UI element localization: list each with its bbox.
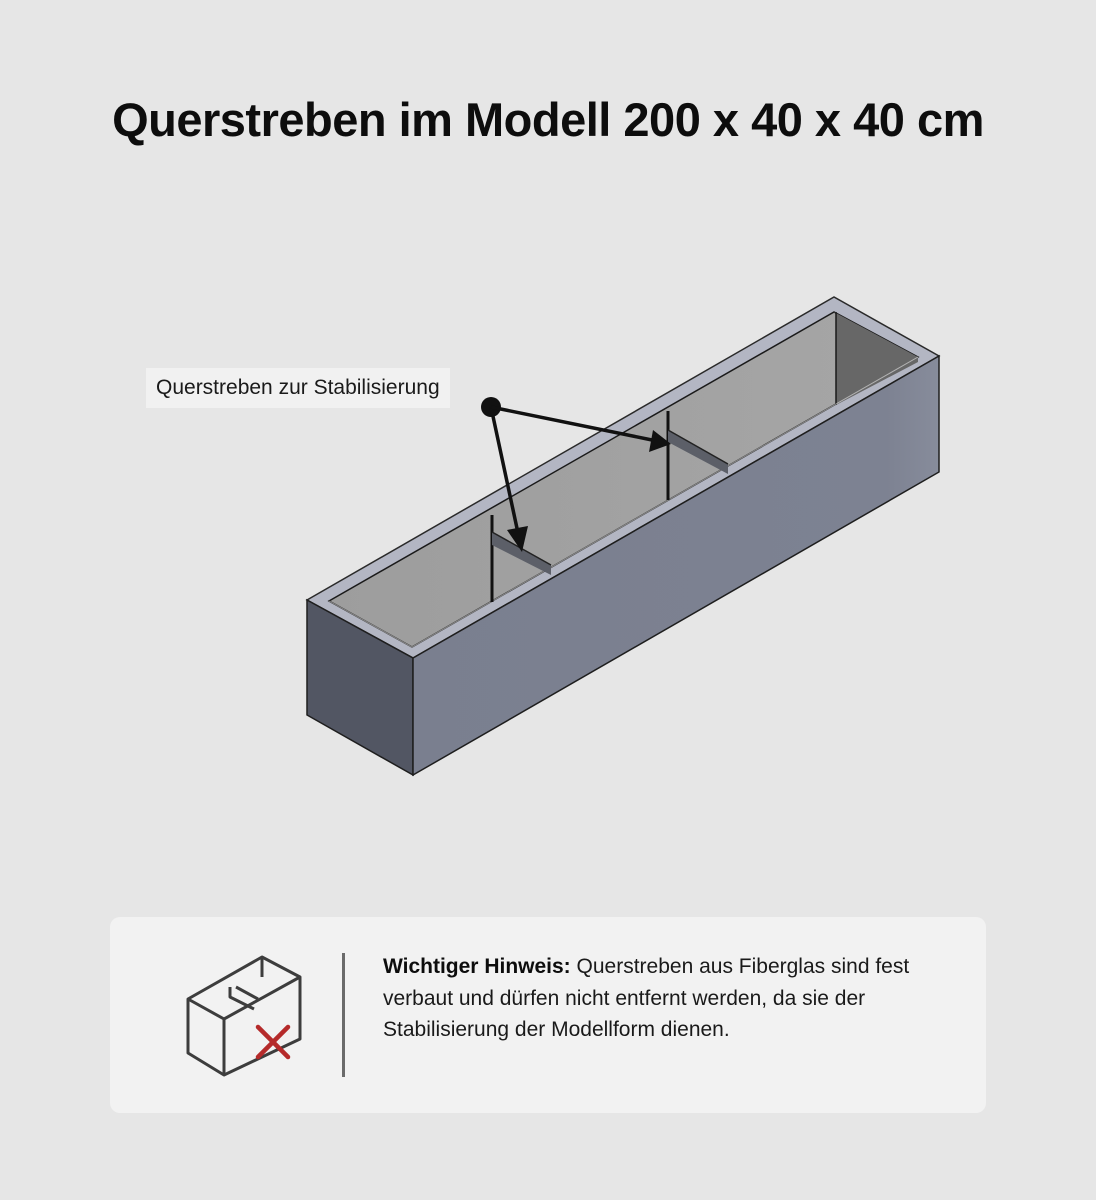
box-with-strut-removed-icon bbox=[182, 953, 312, 1077]
page-title: Querstreben im Modell 200 x 40 x 40 cm bbox=[112, 93, 984, 146]
callout-label: Querstreben zur Stabilisierung bbox=[146, 368, 450, 408]
notice-heading: Wichtiger Hinweis: bbox=[383, 955, 571, 978]
notice-text bbox=[383, 951, 943, 1046]
notice-divider bbox=[342, 953, 345, 1077]
notice-card bbox=[110, 917, 986, 1113]
notice-body: Querstreben aus Fiberglas sind fest verbaut und dürfen nicht entfernt werden, da sie der Stabilisierung der Modellform dienen. bbox=[383, 955, 910, 1041]
